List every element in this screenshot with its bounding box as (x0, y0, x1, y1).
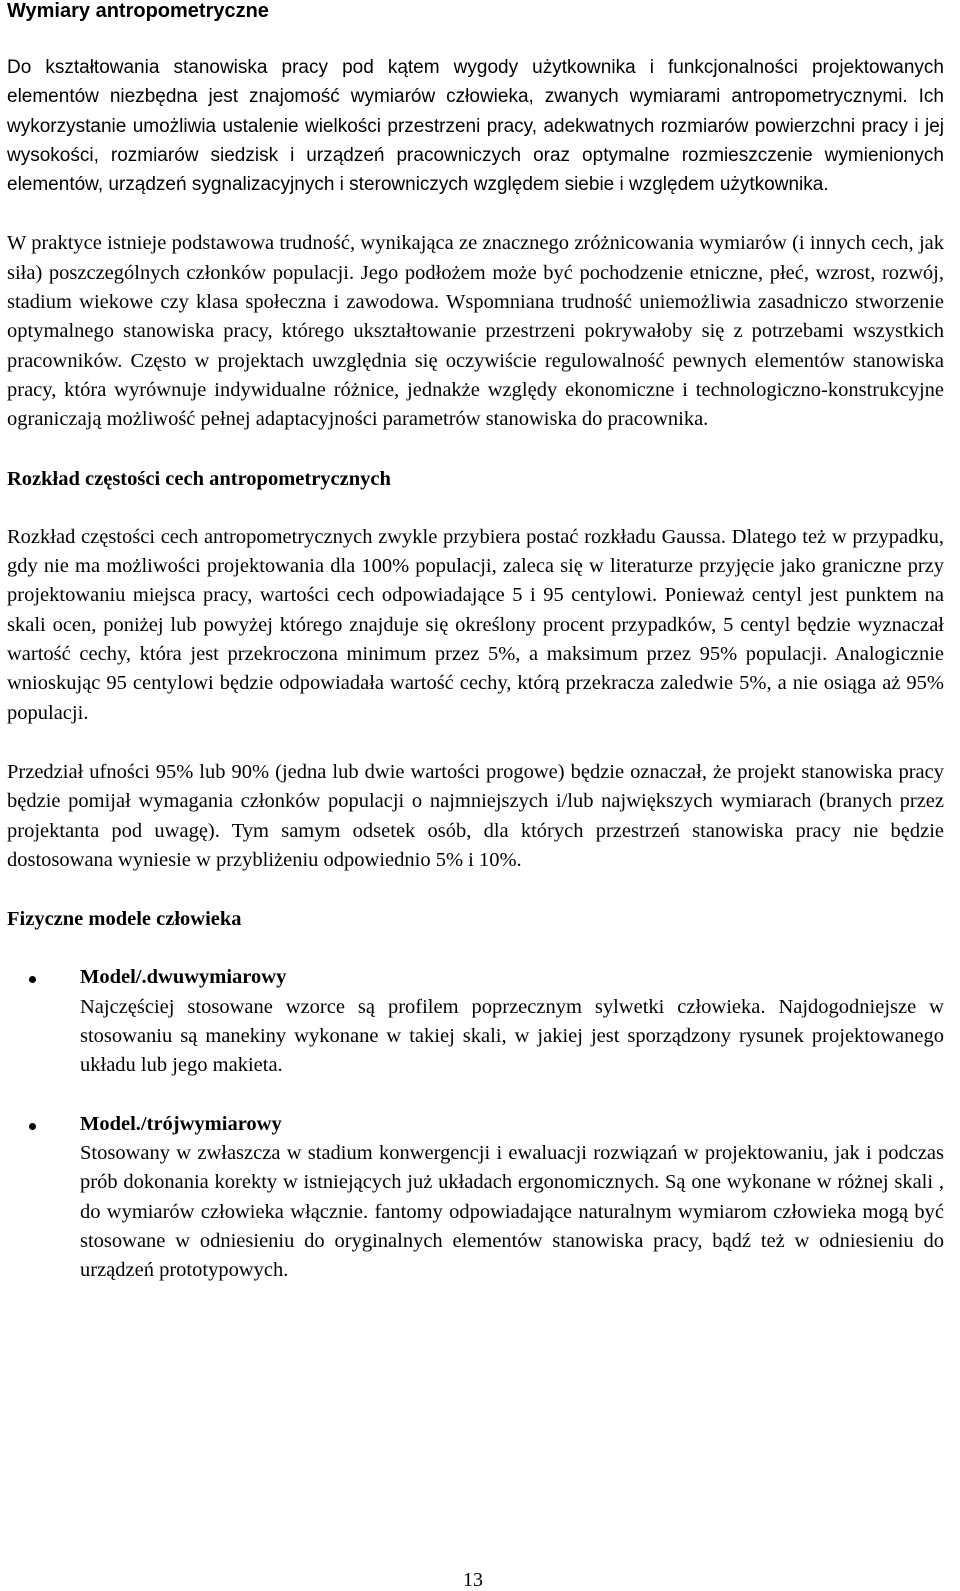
spacer (7, 934, 944, 963)
practice-paragraph: W praktyce istnieje podstawowa trudność, wynikająca ze znacznego zróżnicowania wymiarów (i innych cech, jak siła) poszczególnych członków populacji. Jego podłożem może być pochodzenie etniczne, płeć, wzrost, rozwój, stadium wiekowe czy klasa społeczna i zawodowa. Wspomniana trudność uniemożliwia zasadniczo stworzenie optymalnego stanowiska pracy, którego ukształtowanie przestrzeni pokrywałoby się z potrzebami wszystkich pracowników. Często w projektach uwzględnia się oczywiście regulowalność pewnych elementów stanowiska pracy, która wyrównuje indywidualne różnice, jednakże względy ekonomiczne i technologiczno-konstrukcyjne ograniczają możliwość pełnej adaptacyjności parametrów stanowiska do pracownika. (7, 232, 944, 431)
distribution-paragraph-2: Przedział ufności 95% lub 90% (jedna lub dwie wartości progowe) będzie oznaczał, że projekt stanowiska pracy będzie pomijał wymagania członków populacji o najmniejszych i/lub największych wymiarach (branych przez projektanta pod uwagę). Tym samym odsetek osób, dla których przestrzeń stanowiska pracy nie będzie dostosowana wyniesie w przybliżeniu odpowiednio 5% i 10%. (7, 760, 944, 871)
spacer (7, 494, 944, 523)
distribution-paragraph-1: Rozkład częstości cech antropometrycznych zwykle przybiera postać rozkładu Gaussa. Dlatego też w przypadku, gdy nie ma możliwości projektowania dla 100% populacji, zaleca się w literaturze przyjęcie jako graniczne przy projektowaniu miejsca pracy, wartości cech odpowiadające 5 i 95 centylowi. Ponieważ centyl jest punktem na skali ocen, poniżej lub powyżej którego znajduje się określony procent przypadków, 5 centyl będzie wyznaczał wartość cechy, która jest przekroczona minimum przez 5%, a maksimum przez 95% populacji. Analogicznie wnioskując 95 centylowi będzie odpowiadała wartość cechy, którą przekracza zaledwie 5%, a nie osiąga aż 95% populacji. (7, 525, 944, 724)
spacer (7, 22, 944, 53)
list-item-2d-model (7, 963, 944, 1080)
list-item-3d-model (7, 1110, 944, 1286)
bullet-icon (29, 1123, 36, 1130)
bullet-icon (29, 976, 36, 983)
page-title: Wymiary antropometryczne (7, 0, 269, 22)
models-list (7, 963, 944, 1285)
section-heading-models: Fizyczne modele człowieka (7, 908, 242, 931)
list-item-text: Stosowany w zwłaszcza w stadium konwergencji i ewaluacji rozwiązań w projektowaniu, jak i podczas prób dokonania korekty w istniejących już układach ergonomicznych. Są one wykonane w różnej skali , do wymiarów człowieka włącznie. fantomy odpowiadające naturalnym wymiarom człowieka mogą być stosowane w odniesieniu do oryginalnych elementów stanowiska pracy, bądź też w odniesieniu do urządzeń prototypowych. (80, 1141, 944, 1282)
page-number: 13 (463, 1569, 483, 1591)
list-item-title: Model/.dwuwymiarowy (80, 966, 287, 989)
section-heading-distribution: Rozkład częstości cech antropometrycznych (7, 467, 391, 490)
spacer (7, 875, 944, 905)
spacer (7, 728, 944, 758)
intro-paragraph: Do kształtowania stanowiska pracy pod kątem wygody użytkownika i funkcjonalności projektowanych elementów niezbędna jest znajomość wymiarów człowieka, zwanych wymiarami antropometrycznymi. Ich wykorzystanie umożliwia ustalenie wielkości przestrzeni pracy, adekwatnych rozmiarów powierzchni pracy i jej wysokości, rozmiarów siedzisk i urządzeń pracowniczych oraz optymalne rozmieszczenie wymienionych elementów, urządzeń sygnalizacyjnych i sterowniczych względem siebie i względem użytkownika. (7, 57, 944, 196)
spacer (7, 435, 944, 465)
list-item-text: Najczęściej stosowane wzorce są profilem poprzecznym sylwetki człowieka. Najdogodniejsze w stosowaniu są manekiny wykonane w takiej skali, w jakiej jest sporządzony rysunek projektowanego układu lub jego makieta. (80, 995, 944, 1077)
list-item-title: Model./trójwymiarowy (80, 1112, 282, 1135)
spacer (7, 199, 944, 229)
document-page (7, 0, 944, 1285)
